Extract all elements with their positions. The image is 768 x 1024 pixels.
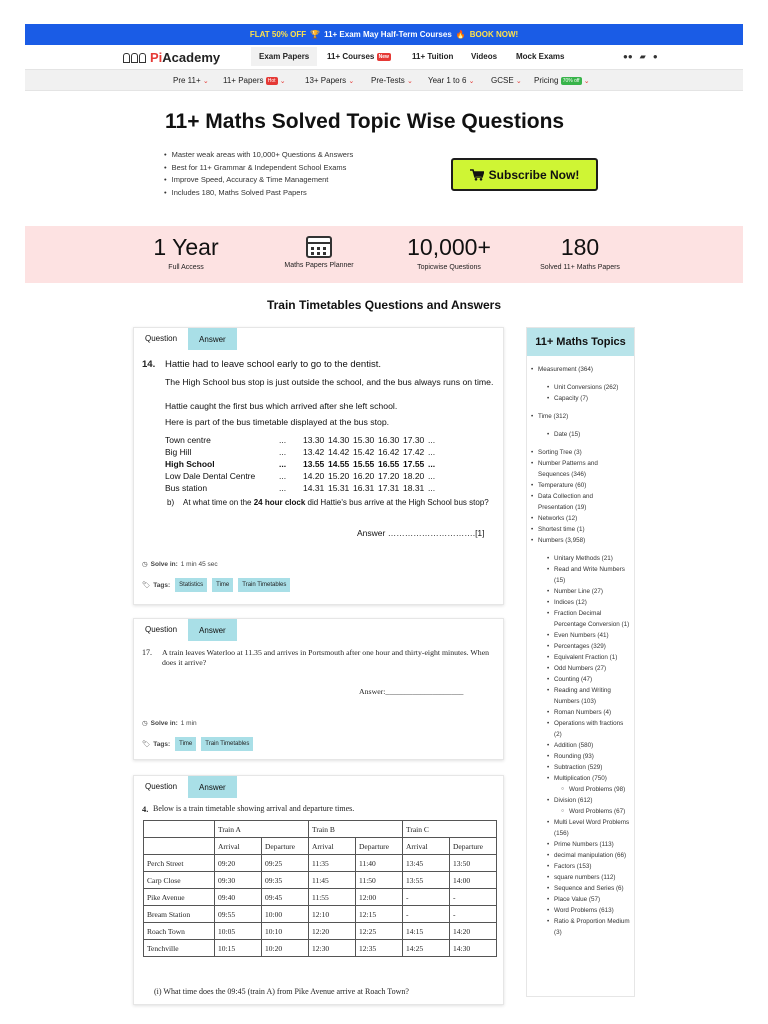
sidebar-topic-item[interactable]: • Word Problems (613) xyxy=(531,905,630,916)
sidebar-topic-item[interactable]: • Factors (153) xyxy=(531,861,630,872)
hero-bullets xyxy=(164,150,353,200)
question-card xyxy=(133,327,504,605)
tab-question[interactable]: Question xyxy=(134,776,188,798)
time-cell: 17.20 xyxy=(378,471,400,481)
tab-question[interactable]: Question xyxy=(134,619,188,641)
train-header: Train B xyxy=(309,821,403,838)
sub-question: (i) What time does the 09:45 (train A) from Pike Avenue arrive at Roach Town? xyxy=(154,987,409,996)
sidebar-topic-item[interactable]: • Unitary Methods (21) xyxy=(531,553,630,564)
stat-label: Solved 11+ Maths Papers xyxy=(540,264,620,271)
time-cell: 12:35 xyxy=(356,940,403,957)
sidebar-topic-item[interactable]: • Shortest time (1) xyxy=(531,524,630,535)
hero-title: 11+ Maths Solved Topic Wise Questions xyxy=(165,110,565,133)
sidebar-topic-item[interactable]: • Unit Conversions (262) xyxy=(531,382,630,393)
hero-bullet: • Includes 180, Maths Solved Past Papers xyxy=(164,188,353,197)
question-part-b xyxy=(183,498,493,509)
tag-chip[interactable]: Train Timetables xyxy=(238,578,290,592)
time-cell: 13:50 xyxy=(450,855,497,872)
time-cell: 12:00 xyxy=(356,889,403,906)
time-cell: 17.31 xyxy=(378,483,400,493)
topic-list xyxy=(527,356,634,938)
nav-videos[interactable]: Videos xyxy=(471,52,498,61)
time-cell: 12:10 xyxy=(309,906,356,923)
question-tabs xyxy=(134,619,503,641)
time-cell: 17.30 xyxy=(403,435,425,445)
time-cell: 12:15 xyxy=(356,906,403,923)
time-cell: 13:55 xyxy=(403,872,450,889)
cart-icon[interactable]: ▰ xyxy=(639,52,646,61)
sidebar-topic-item[interactable]: • Division (612) xyxy=(531,795,630,806)
answer-line: Answer ………………………….[1] xyxy=(357,528,485,538)
chevron-down-icon: ⌄ xyxy=(407,78,413,85)
table-cell xyxy=(144,838,215,855)
time-cell: 14.42 xyxy=(328,447,350,457)
part-emphasis: 24 hour clock xyxy=(253,498,306,507)
nav-11plus-courses-label: 11+ Courses xyxy=(327,52,375,61)
time-cell: 11:35 xyxy=(309,855,356,872)
sidebar-topic-item[interactable]: • decimal manipulation (66) xyxy=(531,850,630,861)
question-body xyxy=(134,798,503,1006)
dots: ... xyxy=(279,459,287,469)
hero-bullet: • Best for 11+ Grammar & Independent School Exams xyxy=(164,163,353,172)
tab-answer[interactable]: Answer xyxy=(188,776,237,798)
time-cell: 15.20 xyxy=(328,471,350,481)
chevron-down-icon: ⌄ xyxy=(202,78,209,85)
tab-answer[interactable]: Answer xyxy=(188,328,237,350)
time-cell: 11:50 xyxy=(356,872,403,889)
table-row xyxy=(144,906,497,923)
clock-icon: ◷ xyxy=(142,720,148,727)
sidebar-topic-item[interactable]: • Multiplication (750) xyxy=(531,773,630,784)
tags-label: Tags: xyxy=(153,740,171,748)
time-cell: 11:40 xyxy=(356,855,403,872)
time-cell: 10:20 xyxy=(262,940,309,957)
stat-value: 1 Year xyxy=(153,234,219,260)
sidebar-topic-item[interactable]: • Reading and Writing Numbers (103) xyxy=(531,685,630,707)
clock-icon: ◷ xyxy=(142,561,148,568)
brand-logo[interactable] xyxy=(123,50,220,65)
tag-chip[interactable]: Time xyxy=(212,578,233,592)
question-card xyxy=(133,775,504,1005)
question-text: Below is a train timetable showing arrival and departure times. xyxy=(153,804,355,813)
time-cell: 09:40 xyxy=(215,889,262,906)
column-header: Arrival xyxy=(215,838,262,855)
station-name: Pike Avenue xyxy=(144,889,215,906)
solve-label: Solve in: xyxy=(150,719,178,727)
sidebar-topic-item[interactable]: • Capacity (7) xyxy=(531,393,630,404)
subnav-year-1-to-6[interactable] xyxy=(428,76,475,85)
sidebar-topic-item[interactable]: • Roman Numbers (4) xyxy=(531,707,630,718)
time-cell: 14:20 xyxy=(450,923,497,940)
solve-time xyxy=(142,719,197,727)
sidebar-topic-item[interactable]: • Percentages (329) xyxy=(531,641,630,652)
time-cell: 13.30 xyxy=(303,435,325,445)
time-cell: 18.31 xyxy=(403,483,425,493)
calendar-icon xyxy=(306,236,332,258)
time-cell: - xyxy=(403,906,450,923)
trophy-icon: 🏆 xyxy=(310,30,321,39)
chevron-down-icon: ⌄ xyxy=(468,78,475,85)
stop-name: Bus station xyxy=(165,483,208,493)
brand-academy: Academy xyxy=(162,50,221,65)
column-header: Departure xyxy=(356,838,403,855)
promo-cta[interactable]: BOOK NOW! xyxy=(469,30,519,39)
station-name: Tenchville xyxy=(144,940,215,957)
time-cell: 10:10 xyxy=(262,923,309,940)
user-icon[interactable]: ● xyxy=(652,52,658,61)
column-header: Departure xyxy=(262,838,309,855)
stats-strip xyxy=(25,226,743,283)
column-header: Arrival xyxy=(403,838,450,855)
solve-value: 1 min xyxy=(180,719,197,727)
fire-icon: 🔥 xyxy=(455,30,466,39)
stop-name: High School xyxy=(165,459,215,469)
time-cell: 16.55 xyxy=(378,459,400,469)
stop-name: Town centre xyxy=(165,435,211,445)
chevron-down-icon: ⌄ xyxy=(583,78,590,85)
bus-timetable xyxy=(165,434,435,494)
time-cell: 14.31 xyxy=(303,483,325,493)
stat-planner xyxy=(264,234,374,269)
tags-label: Tags: xyxy=(153,581,171,589)
time-cell: 16.30 xyxy=(378,435,400,445)
table-row xyxy=(165,446,435,458)
sidebar-topic-item[interactable]: • square numbers (112) xyxy=(531,872,630,883)
sidebar-topic-item[interactable]: • Fraction Decimal Percentage Conversion (1) xyxy=(531,608,630,630)
column-header: Arrival xyxy=(309,838,356,855)
subnav-gcse-label: GCSE xyxy=(491,76,514,85)
sidebar-topic-item[interactable]: • Equivalent Fraction (1) xyxy=(531,652,630,663)
sidebar-topic-item[interactable]: • Sequence and Series (6) xyxy=(531,883,630,894)
sidebar-topic-item[interactable]: • Odd Numbers (27) xyxy=(531,663,630,674)
page-title: Train Timetables Questions and Answers xyxy=(266,298,502,312)
time-cell: 10:00 xyxy=(262,906,309,923)
part-text: At what time on the xyxy=(183,498,252,507)
time-cell: 18.20 xyxy=(403,471,425,481)
stat-questions xyxy=(394,234,504,271)
time-cell: - xyxy=(403,889,450,906)
train-timetable xyxy=(143,820,497,957)
question-tabs xyxy=(134,328,503,350)
subnav-pricing-label: Pricing xyxy=(534,76,559,85)
station-name: Carp Close xyxy=(144,872,215,889)
new-badge: New xyxy=(378,53,389,60)
tag-chip[interactable]: Statistics xyxy=(175,578,207,592)
chat-icon[interactable]: ●● xyxy=(623,52,633,61)
sidebar-topic-item[interactable]: • Numbers (3,958) xyxy=(531,535,630,546)
dots: ... xyxy=(428,447,436,457)
solve-time xyxy=(142,560,218,568)
station-name: Roach Town xyxy=(144,923,215,940)
time-cell: 12:25 xyxy=(356,923,403,940)
brand-pi: Pi xyxy=(150,50,163,65)
promo-banner[interactable] xyxy=(25,24,743,45)
table-row xyxy=(144,889,497,906)
sidebar-topic-item[interactable]: • Number Patterns and Sequences (346) xyxy=(531,458,630,480)
sidebar-topic-item[interactable]: • Data Collection and Presentation (19) xyxy=(531,491,630,513)
question-text: A train leaves Waterloo at 11.35 and arrives in Portsmouth after one hour and thirty-eight minutes. When does it arrive? xyxy=(162,648,490,667)
table-cell xyxy=(144,821,215,838)
dots: ... xyxy=(428,459,436,469)
table-row xyxy=(165,458,435,470)
table-row xyxy=(165,434,435,446)
chevron-down-icon: ⌄ xyxy=(348,78,355,85)
table-row xyxy=(144,940,497,957)
sidebar-topic-item[interactable]: • Addition (580) xyxy=(531,740,630,751)
solve-label: Solve in: xyxy=(150,560,178,568)
hot-badge: Hot xyxy=(267,77,276,84)
chevron-down-icon: ⌄ xyxy=(279,78,286,85)
sidebar-topic-item[interactable]: • Time (312) xyxy=(531,411,630,422)
train-header: Train C xyxy=(403,821,497,838)
table-row xyxy=(165,482,435,494)
sidebar-topic-item[interactable]: • Sorting Tree (3) xyxy=(531,447,630,458)
question-number: 17. xyxy=(142,648,152,657)
question-paragraph: Here is part of the bus timetable displayed at the bus stop. xyxy=(165,417,390,427)
time-cell: 15.42 xyxy=(353,447,375,457)
sidebar-topic-item[interactable]: • Ratio & Proportion Medium (3) xyxy=(531,916,630,938)
topics-sidebar xyxy=(526,327,635,997)
time-cell: 15.30 xyxy=(353,435,375,445)
promo-discount: FLAT 50% OFF xyxy=(249,30,307,39)
answer-line: Answer:____________________ xyxy=(359,687,464,696)
time-cell: 14.20 xyxy=(303,471,325,481)
time-cell: 13.42 xyxy=(303,447,325,457)
dots: ... xyxy=(279,435,287,445)
subnav-11plus-papers-label: 11+ Papers xyxy=(223,76,264,85)
tag-icon: 🏷 xyxy=(142,741,151,748)
dots: ... xyxy=(428,483,436,493)
time-cell: 11:55 xyxy=(309,889,356,906)
sidebar-topic-item[interactable]: • Networks (12) xyxy=(531,513,630,524)
sub-nav xyxy=(25,69,743,91)
time-cell: 14:30 xyxy=(450,940,497,957)
time-cell: - xyxy=(450,889,497,906)
stop-name: Low Dale Dental Centre xyxy=(165,471,256,481)
time-cell: 09:25 xyxy=(262,855,309,872)
nav-exam-papers[interactable]: Exam Papers xyxy=(251,47,317,66)
station-name: Perch Street xyxy=(144,855,215,872)
stop-name: Big Hill xyxy=(165,447,192,457)
time-cell: 14:25 xyxy=(403,940,450,957)
station-name: Bream Station xyxy=(144,906,215,923)
part-label: b) xyxy=(167,498,175,507)
stat-label: Maths Papers Planner xyxy=(284,262,354,269)
table-row xyxy=(144,838,497,855)
nav-11plus-tuition[interactable]: 11+ Tuition xyxy=(412,52,454,61)
stat-label: Topicwise Questions xyxy=(417,264,481,271)
sidebar-topic-item[interactable]: • Even Numbers (41) xyxy=(531,630,630,641)
train-header: Train A xyxy=(215,821,309,838)
dots: ... xyxy=(279,447,287,457)
question-paragraph: The High School bus stop is just outside the school, and the bus always runs on time. xyxy=(165,377,494,387)
tag-chip[interactable]: Train Timetables xyxy=(201,737,253,751)
subnav-year-1-to-6-label: Year 1 to 6 xyxy=(428,76,467,85)
table-row xyxy=(144,923,497,940)
table-row xyxy=(165,470,435,482)
subnav-13plus-papers[interactable] xyxy=(305,76,354,85)
hero-bullet: • Master weak areas with 10,000+ Questions & Answers xyxy=(164,150,353,159)
time-cell: 10:05 xyxy=(215,923,262,940)
table-row xyxy=(144,855,497,872)
time-cell: 13.55 xyxy=(303,459,325,469)
sidebar-topic-item[interactable]: • Subtraction (529) xyxy=(531,762,630,773)
stat-papers xyxy=(525,234,635,271)
sidebar-topic-item[interactable]: ○ Word Problems (98) xyxy=(531,784,630,795)
time-cell: 16.31 xyxy=(353,483,375,493)
time-cell: 09:20 xyxy=(215,855,262,872)
nav-11plus-courses[interactable] xyxy=(327,52,391,61)
time-cell: 14.55 xyxy=(328,459,350,469)
sidebar-topic-item[interactable]: • Counting (47) xyxy=(531,674,630,685)
column-header: Departure xyxy=(450,838,497,855)
subscribe-label: Subscribe Now! xyxy=(488,167,580,182)
logo-people-icon xyxy=(123,52,147,64)
time-cell: 11:45 xyxy=(309,872,356,889)
time-cell: 16.42 xyxy=(378,447,400,457)
sidebar-topic-item[interactable]: • Place Value (57) xyxy=(531,894,630,905)
sidebar-topic-item[interactable]: • Operations with fractions (2) xyxy=(531,718,630,740)
stat-value: 180 xyxy=(560,234,600,260)
time-cell: 12:30 xyxy=(309,940,356,957)
tag-row xyxy=(142,578,290,592)
stat-value: 10,000+ xyxy=(407,234,491,260)
time-cell: 14.30 xyxy=(328,435,350,445)
subnav-11plus-papers[interactable] xyxy=(223,76,286,85)
question-tabs xyxy=(134,776,503,798)
promo-text: 11+ Exam May Half-Term Courses xyxy=(324,30,452,39)
question-body xyxy=(134,641,503,761)
time-cell: 09:55 xyxy=(215,906,262,923)
sidebar-topic-item[interactable]: • Date (15) xyxy=(531,429,630,440)
sidebar-topic-item[interactable]: • Number Line (27) xyxy=(531,586,630,597)
time-cell: 09:45 xyxy=(262,889,309,906)
subnav-pricing[interactable] xyxy=(534,76,590,85)
time-cell: 15.31 xyxy=(328,483,350,493)
dots: ... xyxy=(279,483,287,493)
question-intro: Hattie had to leave school early to go to the dentist. xyxy=(165,359,381,370)
main-nav xyxy=(25,45,743,69)
sidebar-topic-item[interactable]: • Measurement (364) xyxy=(531,364,630,375)
sidebar-title: 11+ Maths Topics xyxy=(527,328,634,356)
cart-icon xyxy=(470,169,484,181)
time-cell: 09:35 xyxy=(262,872,309,889)
time-cell: 13:45 xyxy=(403,855,450,872)
solve-value: 1 min 45 sec xyxy=(180,560,218,568)
table-row xyxy=(144,821,497,838)
dots: ... xyxy=(279,471,287,481)
subnav-pre-tests[interactable] xyxy=(371,76,413,85)
sidebar-topic-item[interactable]: • Indices (12) xyxy=(531,597,630,608)
question-number: 4. xyxy=(142,804,149,814)
time-cell: 12:20 xyxy=(309,923,356,940)
subnav-13plus-papers-label: 13+ Papers xyxy=(305,76,347,85)
question-body xyxy=(134,350,503,600)
dots: ... xyxy=(428,435,436,445)
sidebar-topic-item[interactable]: • Read and Write Numbers (15) xyxy=(531,564,630,586)
stat-label: Full Access xyxy=(168,264,204,271)
subnav-pre-tests-label: Pre-Tests xyxy=(371,76,405,85)
part-text: did Hattie's bus arrive at the High School bus stop? xyxy=(307,498,489,507)
question-card xyxy=(133,618,504,760)
dots: ... xyxy=(428,471,436,481)
subnav-pre-11plus[interactable] xyxy=(173,76,209,85)
time-cell: 17.42 xyxy=(403,447,425,457)
subscribe-button[interactable] xyxy=(451,158,598,191)
discount-badge: 70% off xyxy=(562,77,580,84)
chevron-down-icon: ⌄ xyxy=(515,78,522,85)
time-cell: 17.55 xyxy=(403,459,425,469)
question-number: 14. xyxy=(142,359,156,370)
hero-bullet: • Improve Speed, Accuracy & Time Management xyxy=(164,175,353,184)
sidebar-topic-item[interactable]: ○ Word Problems (67) xyxy=(531,806,630,817)
subnav-pre-11plus-label: Pre 11+ xyxy=(173,76,201,85)
nav-mock-exams[interactable]: Mock Exams xyxy=(516,52,565,61)
sidebar-topic-item[interactable]: • Rounding (93) xyxy=(531,751,630,762)
time-cell: 14:00 xyxy=(450,872,497,889)
subnav-gcse[interactable] xyxy=(491,76,522,85)
time-cell: 15.55 xyxy=(353,459,375,469)
tag-chip[interactable]: Time xyxy=(175,737,196,751)
sidebar-topic-item[interactable]: • Prime Numbers (113) xyxy=(531,839,630,850)
time-cell: 10:15 xyxy=(215,940,262,957)
sidebar-topic-item[interactable]: • Multi Level Word Problems (156) xyxy=(531,817,630,839)
time-cell: 09:30 xyxy=(215,872,262,889)
time-cell: 14:15 xyxy=(403,923,450,940)
question-paragraph: Hattie caught the first bus which arrived after she left school. xyxy=(165,401,398,411)
tag-icon: 🏷 xyxy=(142,582,151,589)
time-cell: 16.20 xyxy=(353,471,375,481)
tab-question[interactable]: Question xyxy=(134,328,188,350)
tag-row xyxy=(142,737,253,751)
tab-answer[interactable]: Answer xyxy=(188,619,237,641)
time-cell: - xyxy=(450,906,497,923)
table-row xyxy=(144,872,497,889)
sidebar-topic-item[interactable]: • Temperature (60) xyxy=(531,480,630,491)
stat-access xyxy=(131,234,241,271)
nav-icon-group xyxy=(623,52,658,61)
